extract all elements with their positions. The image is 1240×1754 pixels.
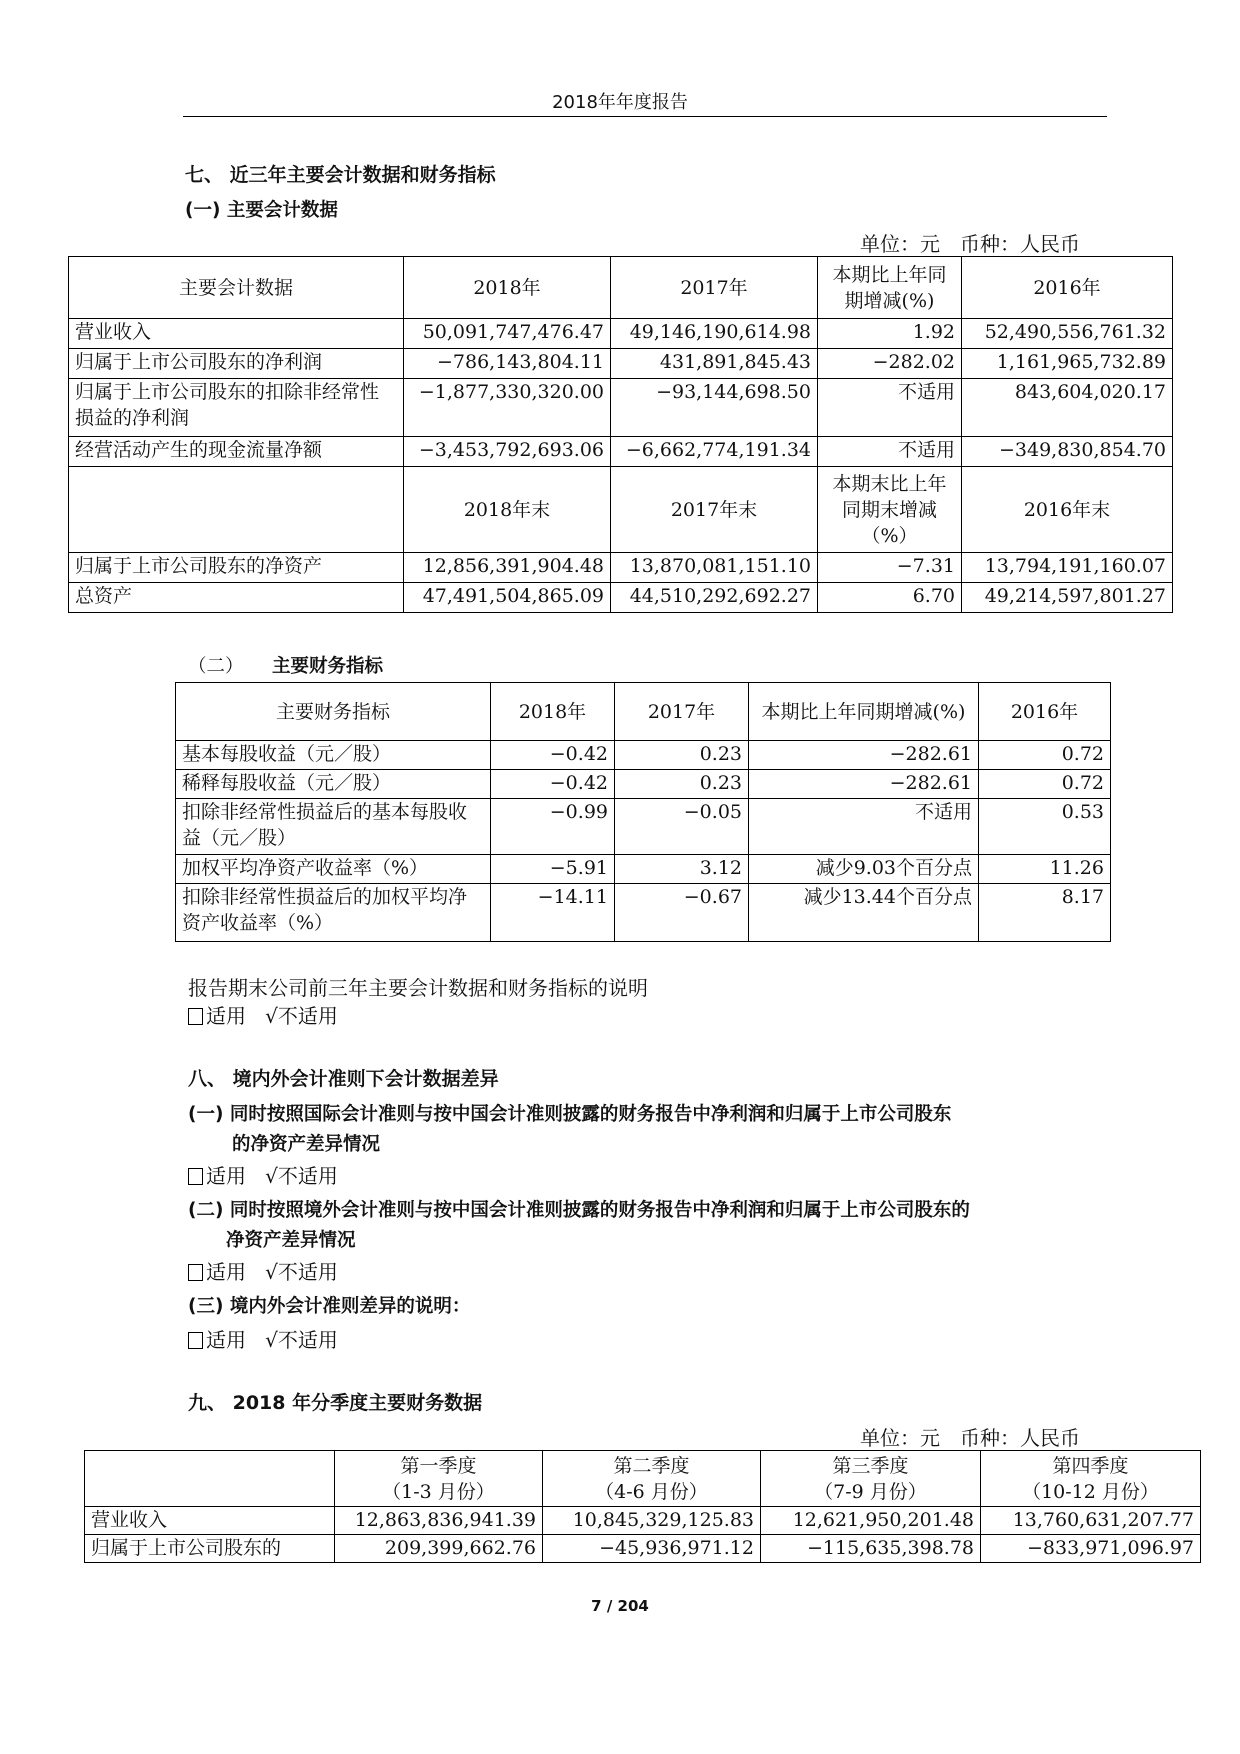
header-cell bbox=[543, 1451, 761, 1507]
header-cell: 2017年 bbox=[615, 683, 749, 741]
header-cell: 本期比上年同期增减(%) bbox=[818, 257, 962, 319]
header-cell bbox=[69, 467, 404, 553]
option-not-applicable: √不适用 bbox=[265, 1004, 338, 1028]
section-7-note-options bbox=[188, 1000, 338, 1029]
checkbox-icon[interactable] bbox=[188, 1168, 203, 1185]
table-cell: −7.31 bbox=[818, 553, 962, 583]
header-cell: 主要会计数据 bbox=[69, 257, 404, 319]
section-8-1-line2: 的净资产差异情况 bbox=[232, 1134, 381, 1155]
table-cell: 13,794,191,160.07 bbox=[962, 553, 1173, 583]
row-label: 归属于上市公司股东的净资产 bbox=[69, 553, 404, 583]
table-cell: 843,604,020.17 bbox=[962, 379, 1173, 437]
month-range: （7-9 月份） bbox=[814, 1480, 927, 1503]
table-cell: 8.17 bbox=[979, 884, 1111, 942]
option-not-applicable: √不适用 bbox=[265, 1164, 338, 1188]
table-cell: 49,214,597,801.27 bbox=[962, 583, 1173, 613]
row-label: 稀释每股收益（元／股） bbox=[176, 770, 491, 799]
header-cell: 本期末比上年同期末增减（%） bbox=[818, 467, 962, 553]
header-cell: 主要财务指标 bbox=[176, 683, 491, 741]
table-cell: 减少9.03个百分点 bbox=[749, 855, 979, 884]
section-8-2-title bbox=[188, 1196, 1118, 1252]
table-row bbox=[69, 437, 1173, 467]
table-cell: 0.72 bbox=[979, 741, 1111, 770]
table-cell: 47,491,504,865.09 bbox=[404, 583, 611, 613]
month-range: （4-6 月份） bbox=[595, 1480, 708, 1503]
table-cell: 431,891,845.43 bbox=[611, 349, 818, 379]
quarter-label: 第三季度 bbox=[832, 1454, 909, 1477]
table-row bbox=[176, 884, 1111, 942]
table-cell: 52,490,556,761.32 bbox=[962, 319, 1173, 349]
section-8-2-line1: (二) 同时按照境外会计准则与按中国会计准则披露的财务报告中净利润和归属于上市公司股东的 bbox=[188, 1200, 970, 1221]
table-unit-note: 单位：元 币种：人民币 bbox=[860, 232, 1080, 256]
table-cell: −14.11 bbox=[491, 884, 615, 942]
header-cell: 本期比上年同期增减(%) bbox=[749, 683, 979, 741]
table-cell: 0.23 bbox=[615, 741, 749, 770]
month-range: （10-12 月份） bbox=[1022, 1480, 1159, 1503]
quarterly-data-table bbox=[84, 1450, 1201, 1563]
section-8-title: 八、 境内外会计准则下会计数据差异 bbox=[188, 1068, 499, 1090]
row-label: 扣除非经常性损益后的基本每股收益（元／股） bbox=[176, 799, 491, 855]
table-cell: 13,870,081,151.10 bbox=[611, 553, 818, 583]
table-header-row bbox=[85, 1451, 1201, 1507]
quarter-label: 第一季度 bbox=[400, 1454, 477, 1477]
table-cell: 1,161,965,732.89 bbox=[962, 349, 1173, 379]
row-label: 归属于上市公司股东的净利润 bbox=[69, 349, 404, 379]
section-7-1-title: (一) 主要会计数据 bbox=[185, 200, 338, 221]
row-label: 总资产 bbox=[69, 583, 404, 613]
table-cell: 6.70 bbox=[818, 583, 962, 613]
table-row bbox=[85, 1535, 1201, 1563]
table-cell: −282.61 bbox=[749, 770, 979, 799]
table-cell: −0.42 bbox=[491, 770, 615, 799]
row-label: 经营活动产生的现金流量净额 bbox=[69, 437, 404, 467]
table-cell: 12,621,950,201.48 bbox=[761, 1507, 981, 1535]
table-cell: 44,510,292,692.27 bbox=[611, 583, 818, 613]
table-cell: −0.99 bbox=[491, 799, 615, 855]
table-cell: 3.12 bbox=[615, 855, 749, 884]
section-9-title: 九、 2018 年分季度主要财务数据 bbox=[188, 1392, 483, 1414]
header-cell: 2018年 bbox=[404, 257, 611, 319]
header-divider bbox=[183, 116, 1107, 117]
main-financial-indicators-table bbox=[175, 682, 1111, 942]
header-cell: 2018年末 bbox=[404, 467, 611, 553]
checkbox-icon[interactable] bbox=[188, 1008, 203, 1025]
checkbox-icon[interactable] bbox=[188, 1332, 203, 1349]
header-cell: 2016年 bbox=[962, 257, 1173, 319]
option-applicable: 适用 bbox=[206, 1004, 246, 1028]
table-cell: −282.61 bbox=[749, 741, 979, 770]
table-cell: −115,635,398.78 bbox=[761, 1535, 981, 1563]
row-label: 加权平均净资产收益率（%） bbox=[176, 855, 491, 884]
checkbox-icon[interactable] bbox=[188, 1264, 203, 1281]
quarter-label: 第二季度 bbox=[613, 1454, 690, 1477]
page-number: 7 / 204 bbox=[591, 1597, 649, 1615]
option-applicable: 适用 bbox=[206, 1164, 246, 1188]
table-cell: 减少13.44个百分点 bbox=[749, 884, 979, 942]
row-label: 归属于上市公司股东的扣除非经常性损益的净利润 bbox=[69, 379, 404, 437]
table-cell: 0.72 bbox=[979, 770, 1111, 799]
table-header-row bbox=[176, 683, 1111, 741]
table-cell: 11.26 bbox=[979, 855, 1111, 884]
header-cell: 2016年末 bbox=[962, 467, 1173, 553]
table-cell: −0.67 bbox=[615, 884, 749, 942]
table-cell: −45,936,971.12 bbox=[543, 1535, 761, 1563]
section-8-3-options bbox=[188, 1324, 338, 1353]
table-row bbox=[176, 855, 1111, 884]
quarter-label: 第四季度 bbox=[1052, 1454, 1129, 1477]
section-8-1-title bbox=[188, 1100, 1118, 1156]
table-cell: −6,662,774,191.34 bbox=[611, 437, 818, 467]
table-cell: 12,863,836,941.39 bbox=[335, 1507, 543, 1535]
row-label: 归属于上市公司股东的 bbox=[85, 1535, 335, 1563]
quarterly-unit-note: 单位：元 币种：人民币 bbox=[860, 1426, 1080, 1450]
table-cell: 不适用 bbox=[818, 379, 962, 437]
table-cell: 不适用 bbox=[749, 799, 979, 855]
table-cell: 1.92 bbox=[818, 319, 962, 349]
option-not-applicable: √不适用 bbox=[265, 1260, 338, 1284]
table-row bbox=[69, 349, 1173, 379]
table-cell: −0.05 bbox=[615, 799, 749, 855]
option-not-applicable: √不适用 bbox=[265, 1328, 338, 1352]
table-cell: 13,760,631,207.77 bbox=[981, 1507, 1201, 1535]
header-cell: 2016年 bbox=[979, 683, 1111, 741]
table-row bbox=[69, 583, 1173, 613]
header-cell-empty bbox=[85, 1451, 335, 1507]
row-label: 营业收入 bbox=[85, 1507, 335, 1535]
table-cell: −349,830,854.70 bbox=[962, 437, 1173, 467]
section-7-2-title: 主要财务指标 bbox=[272, 656, 384, 677]
table-cell: 不适用 bbox=[818, 437, 962, 467]
table-subheader-row bbox=[69, 467, 1173, 553]
header-cell bbox=[335, 1451, 543, 1507]
section-8-1-options bbox=[188, 1160, 338, 1189]
section-7-note: 报告期末公司前三年主要会计数据和财务指标的说明 bbox=[188, 976, 648, 1000]
section-8-2-line2: 净资产差异情况 bbox=[226, 1230, 356, 1251]
table-cell: 49,146,190,614.98 bbox=[611, 319, 818, 349]
section-8-2-options bbox=[188, 1256, 338, 1285]
header-cell: 2017年末 bbox=[611, 467, 818, 553]
option-applicable: 适用 bbox=[206, 1260, 246, 1284]
row-label: 基本每股收益（元／股） bbox=[176, 741, 491, 770]
table-cell: 50,091,747,476.47 bbox=[404, 319, 611, 349]
table-row bbox=[69, 319, 1173, 349]
table-cell: 0.53 bbox=[979, 799, 1111, 855]
table-row bbox=[176, 770, 1111, 799]
table-row bbox=[176, 741, 1111, 770]
table-cell: −3,453,792,693.06 bbox=[404, 437, 611, 467]
table-cell: −786,143,804.11 bbox=[404, 349, 611, 379]
section-8-1-line1: (一) 同时按照国际会计准则与按中国会计准则披露的财务报告中净利润和归属于上市公司股东 bbox=[188, 1104, 952, 1125]
report-header-title: 2018年年度报告 bbox=[552, 92, 688, 113]
row-label: 扣除非经常性损益后的加权平均净资产收益率（%） bbox=[176, 884, 491, 942]
table-cell: 10,845,329,125.83 bbox=[543, 1507, 761, 1535]
section-8-3-title: (三) 境内外会计准则差异的说明： bbox=[188, 1296, 471, 1317]
table-row bbox=[69, 553, 1173, 583]
table-cell: −1,877,330,320.00 bbox=[404, 379, 611, 437]
table-cell: 209,399,662.76 bbox=[335, 1535, 543, 1563]
table-cell: 0.23 bbox=[615, 770, 749, 799]
table-cell: 12,856,391,904.48 bbox=[404, 553, 611, 583]
table-cell: −833,971,096.97 bbox=[981, 1535, 1201, 1563]
table-row bbox=[85, 1507, 1201, 1535]
table-cell: −5.91 bbox=[491, 855, 615, 884]
section-7-title: 七、 近三年主要会计数据和财务指标 bbox=[185, 164, 496, 186]
table-cell: −0.42 bbox=[491, 741, 615, 770]
option-applicable: 适用 bbox=[206, 1328, 246, 1352]
table-row bbox=[69, 379, 1173, 437]
header-cell bbox=[761, 1451, 981, 1507]
table-cell: −93,144,698.50 bbox=[611, 379, 818, 437]
section-7-2-number: （二） bbox=[188, 656, 244, 677]
header-cell: 2017年 bbox=[611, 257, 818, 319]
main-accounting-data-table bbox=[68, 256, 1173, 613]
row-label: 营业收入 bbox=[69, 319, 404, 349]
header-cell bbox=[981, 1451, 1201, 1507]
table-cell: −282.02 bbox=[818, 349, 962, 379]
header-cell: 2018年 bbox=[491, 683, 615, 741]
table-row bbox=[176, 799, 1111, 855]
table-header-row bbox=[69, 257, 1173, 319]
month-range: （1-3 月份） bbox=[382, 1480, 495, 1503]
